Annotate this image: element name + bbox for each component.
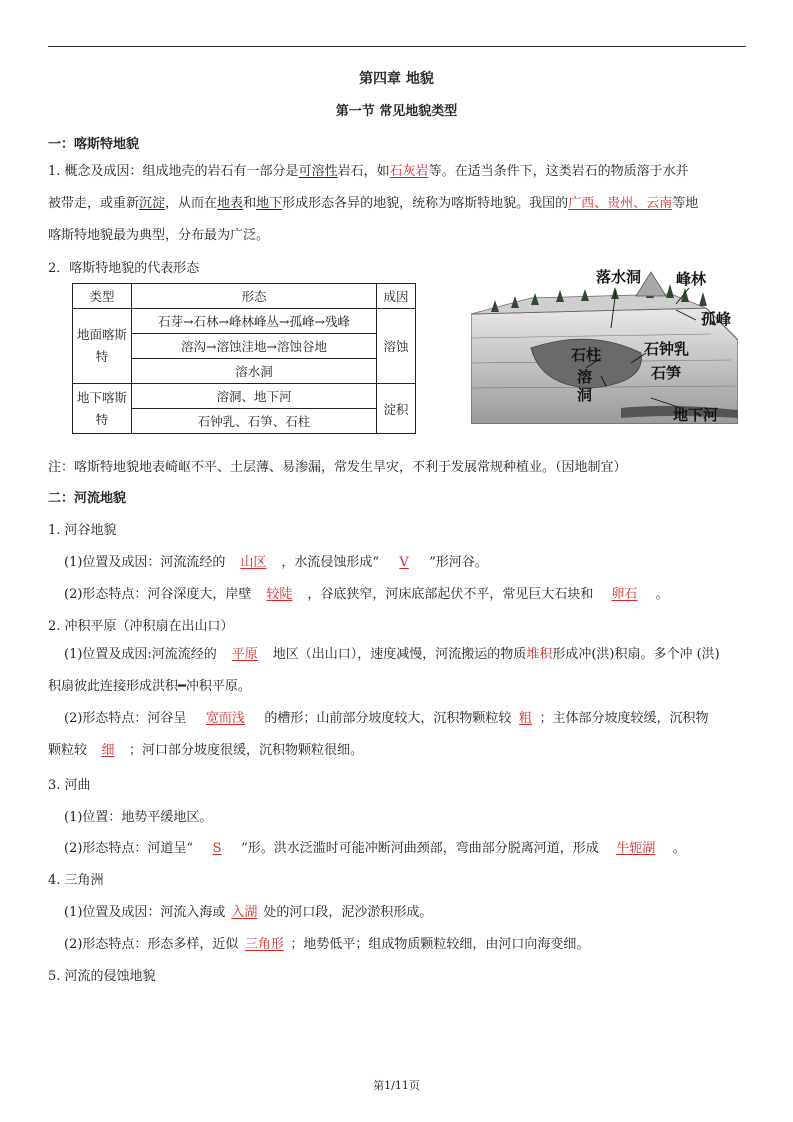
p1-text-f: 和 bbox=[243, 196, 257, 211]
sep-1: 、 bbox=[594, 196, 608, 211]
blank-s: S bbox=[212, 841, 222, 856]
td-under-cause: 淀积 bbox=[377, 384, 416, 434]
s4-1-text-a: (1)位置及成因：河流入海或 bbox=[64, 905, 226, 920]
chapter-title: 第四章 地貌 bbox=[359, 71, 434, 87]
karst-note: 注：喀斯特地貌地表崎岖不平、土层薄、易渗漏，常发生旱灾，不利于发展常规种植业。（因地制宜） bbox=[48, 460, 627, 475]
header-rule bbox=[48, 46, 746, 47]
river-heading: 二：河流地貌 bbox=[48, 491, 127, 506]
s2-2-text-h: ；河口部分坡度很缓，沉积物颗粒很细。 bbox=[129, 743, 364, 758]
s1-1-text-d: ”形河谷。 bbox=[429, 555, 488, 570]
s2-1-text-f: 积扇彼此连接形成洪积━冲积平原。 bbox=[48, 679, 251, 694]
td-under-type: 地下喀斯特 bbox=[73, 384, 132, 434]
p1-text-g: 形成形态各异的地貌，统称为喀斯特地貌。我国的 bbox=[282, 196, 569, 211]
p1-text-d: 被带走，或重新 bbox=[48, 196, 140, 211]
blank-pebble: 卵石 bbox=[611, 587, 638, 602]
blank-wide-shallow: 宽而浅 bbox=[205, 711, 245, 726]
river-s3: 3. 河曲 bbox=[48, 778, 91, 793]
term-deposit: 沉淀 bbox=[139, 196, 166, 211]
s2-1-text-e: 形成冲(洪)积扇。多个冲 (洪) bbox=[552, 647, 720, 662]
td-row4: 溶洞、地下河 bbox=[132, 384, 377, 409]
s3-2-text-e: 。 bbox=[672, 841, 686, 856]
page-footer: 第1/11页 bbox=[373, 1079, 420, 1092]
blank-plain: 平原 bbox=[231, 647, 258, 662]
label-peak-forest: 峰林 bbox=[676, 270, 707, 288]
term-soluble: 可溶性 bbox=[298, 164, 338, 179]
s2-1-text-a: (1)位置及成因:河流流经的 bbox=[64, 647, 217, 662]
blank-mountain: 山区 bbox=[240, 555, 267, 570]
karst-diagram bbox=[471, 268, 738, 424]
s1-2-text-d: 。 bbox=[655, 587, 669, 602]
p1-num: 1. bbox=[48, 164, 61, 179]
p1-text-b: 岩石，如 bbox=[337, 164, 390, 179]
blank-coarse: 粗 bbox=[518, 711, 532, 726]
s3-2-text-a: (2)形态特点：河道呈“ bbox=[64, 841, 194, 856]
label-sinkhole: 落水洞 bbox=[596, 268, 642, 286]
s4-2-text-a: (2)形态特点：形态多样，近似 bbox=[64, 937, 239, 952]
s1-2-text-a: (2)形态特点：河谷深度大，岸壁 bbox=[64, 587, 252, 602]
label-isolated-peak: 孤峰 bbox=[701, 310, 732, 328]
blank-triangle: 三角形 bbox=[244, 937, 284, 952]
term-guizhou: 贵州 bbox=[607, 196, 634, 211]
th-form: 形态 bbox=[132, 284, 377, 309]
river-s1-1 bbox=[64, 551, 488, 570]
p1-text-a: 概念及成因：组成地壳的岩石有一部分是 bbox=[64, 164, 299, 179]
river-s4: 4. 三角洲 bbox=[48, 873, 104, 888]
term-guangxi: 广西 bbox=[568, 196, 595, 211]
river-s3-2 bbox=[64, 837, 686, 856]
sep-2: 、 bbox=[633, 196, 647, 211]
river-s3-1: (1)位置：地势平缓地区。 bbox=[64, 810, 213, 825]
river-s1: 1. 河谷地貌 bbox=[48, 523, 117, 538]
th-type: 类型 bbox=[73, 284, 132, 309]
river-s2-2 bbox=[48, 703, 746, 767]
river-s2-1 bbox=[48, 639, 746, 703]
karst-heading: 一：喀斯特地貌 bbox=[48, 137, 140, 152]
river-s5: 5. 河流的侵蚀地貌 bbox=[48, 969, 156, 984]
s1-2-text-c: ，谷底狭窄，河床底部起伏不平，常见巨大石块和 bbox=[307, 587, 594, 602]
s1-1-text-a: (1)位置及成因：河流流经的 bbox=[64, 555, 226, 570]
river-s1-2 bbox=[64, 583, 668, 602]
label-stalactite: 石钟乳 bbox=[644, 340, 690, 358]
term-surface: 地表 bbox=[217, 196, 244, 211]
s2-2-text-f: 颗粒较 bbox=[48, 743, 88, 758]
term-accumulate: 堆积 bbox=[526, 647, 553, 662]
blank-steep: 较陡 bbox=[266, 587, 293, 602]
s1-1-text-c: ，水流侵蚀形成“ bbox=[281, 555, 380, 570]
td-row3: 溶水洞 bbox=[132, 359, 377, 384]
section-title: 第一节 常见地貌类型 bbox=[335, 104, 458, 119]
s3-2-text-c: ”形。洪水泛滥时可能冲断河曲颈部，弯曲部分脱离河道，形成 bbox=[241, 841, 599, 856]
s2-1-text-c: 地区（出山口），速度减慢，河流搬运的物质 bbox=[272, 647, 527, 662]
term-yunnan: 云南 bbox=[646, 196, 673, 211]
label-cave-1: 溶 bbox=[577, 368, 593, 386]
s4-1-text-c: 处的河口段，泥沙淤积形成。 bbox=[263, 905, 433, 920]
s2-2-text-c: 的槽形；山前部分坡度较大，沉积物颗粒较 bbox=[264, 711, 512, 726]
s2-2-text-e: ；主体部分坡度较缓，沉积物 bbox=[539, 711, 709, 726]
blank-oxbow: 牛轭湖 bbox=[616, 841, 656, 856]
th-cause: 成因 bbox=[377, 284, 416, 309]
river-s2: 2. 冲积平原（冲积扇在出山口） bbox=[48, 619, 234, 634]
p1-text-e: ，从而在 bbox=[165, 196, 218, 211]
label-underground-river: 地下河 bbox=[673, 406, 719, 424]
river-s4-2 bbox=[64, 933, 589, 952]
label-cave-2: 洞 bbox=[577, 386, 593, 404]
karst-paragraph-2: 2．喀斯特地貌的代表形态 bbox=[48, 261, 200, 276]
karst-paragraph-1 bbox=[48, 156, 746, 252]
blank-fine: 细 bbox=[101, 743, 115, 758]
p1-text-c: 等。在适当条件下，这类岩石的物质溶于水并 bbox=[428, 164, 689, 179]
td-row5: 石钟乳、石笋、石柱 bbox=[132, 409, 377, 434]
s4-2-text-c: ；地势低平；组成物质颗粒较细，由河口向海变细。 bbox=[290, 937, 590, 952]
blank-v: V bbox=[399, 555, 409, 570]
td-row2: 溶沟→溶蚀洼地→溶蚀谷地 bbox=[132, 334, 377, 359]
karst-forms-table bbox=[72, 283, 416, 434]
s2-2-text-a: (2)形态特点：河谷呈 bbox=[64, 711, 187, 726]
river-s4-1 bbox=[64, 901, 432, 920]
p1-text-i: 喀斯特地貌最为典型，分布最为广泛。 bbox=[48, 228, 270, 243]
term-underground: 地下 bbox=[256, 196, 283, 211]
td-surface-type: 地面喀斯特 bbox=[73, 309, 132, 384]
p1-text-h: 等地 bbox=[672, 196, 699, 211]
td-surface-cause: 溶蚀 bbox=[377, 309, 416, 384]
blank-lake: 入湖 bbox=[231, 905, 258, 920]
label-stalagmite: 石笋 bbox=[651, 364, 682, 382]
label-stone-pillar: 石柱 bbox=[571, 346, 602, 364]
term-limestone: 石灰岩 bbox=[389, 164, 429, 179]
td-row1: 石芽→石林→峰林峰丛→孤峰→残峰 bbox=[132, 309, 377, 334]
